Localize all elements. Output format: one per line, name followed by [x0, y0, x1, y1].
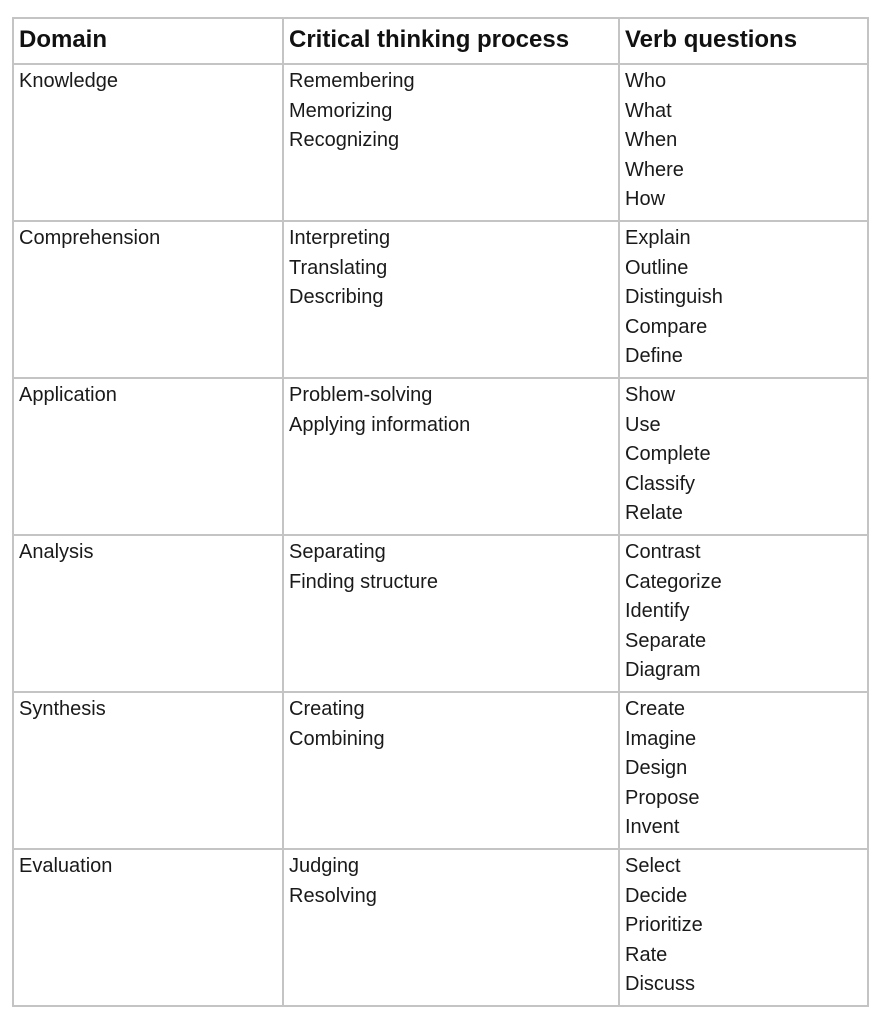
process-cell [283, 221, 619, 378]
verb-item: Rate [625, 943, 668, 966]
process-cell [283, 378, 619, 535]
domain-cell [13, 535, 283, 692]
domain-label: Analysis [19, 541, 94, 563]
verb-item: Create [625, 698, 686, 720]
verb-item: Contrast [625, 541, 701, 563]
domain-cell [13, 849, 283, 1006]
domain-label: Evaluation [19, 855, 113, 877]
process-item: Recognizing [289, 129, 400, 152]
table-row [13, 221, 868, 378]
verb-item: Where [625, 158, 684, 181]
verb-item: Who [625, 70, 667, 92]
verb-item: Select [625, 855, 681, 877]
process-item: Remembering [289, 70, 415, 92]
domain-cell [13, 378, 283, 535]
verb-cell [619, 378, 868, 535]
verb-item: What [625, 99, 672, 122]
verb-item: Show [625, 384, 676, 406]
verb-item: Design [625, 757, 688, 780]
verb-cell [619, 64, 868, 221]
domain-label: Synthesis [19, 698, 106, 720]
header-verb-questions: Verb questions [619, 18, 868, 64]
process-item: Translating [289, 256, 388, 279]
process-item: Judging [289, 855, 360, 877]
process-item: Resolving [289, 884, 377, 907]
process-cell [283, 849, 619, 1006]
header-row [13, 18, 868, 64]
verb-item: Imagine [625, 727, 697, 750]
verb-item: Relate [625, 502, 683, 525]
process-item: Interpreting [289, 227, 391, 249]
verb-item: Classify [625, 472, 696, 495]
table-row [13, 535, 868, 692]
verb-item: Complete [625, 443, 711, 466]
verb-item: Prioritize [625, 914, 703, 937]
verb-item: Categorize [625, 570, 722, 593]
table-row [13, 692, 868, 849]
process-item: Describing [289, 286, 384, 309]
process-item: Finding structure [289, 570, 438, 593]
verb-item: Use [625, 413, 661, 436]
process-item: Applying information [289, 413, 471, 436]
table-row [13, 849, 868, 1006]
verb-item: Propose [625, 786, 700, 809]
process-item: Problem-solving [289, 384, 433, 406]
verb-item: Invent [625, 816, 680, 839]
verb-cell [619, 535, 868, 692]
verb-item: Distinguish [625, 286, 723, 309]
verb-item: Explain [625, 227, 691, 249]
process-cell [283, 535, 619, 692]
verb-item: Identify [625, 600, 690, 623]
domain-label: Application [19, 384, 117, 406]
domain-cell [13, 64, 283, 221]
bloom-taxonomy-table [12, 17, 869, 1007]
verb-cell [619, 692, 868, 849]
verb-item: Decide [625, 884, 688, 907]
verb-item: Define [625, 345, 683, 368]
table-row [13, 378, 868, 535]
verb-item: Discuss [625, 973, 696, 996]
verb-cell [619, 849, 868, 1006]
domain-label: Comprehension [19, 227, 161, 249]
table-row [13, 64, 868, 221]
domain-cell [13, 692, 283, 849]
process-item: Creating [289, 698, 365, 720]
header-domain: Domain [13, 18, 283, 64]
verb-cell [619, 221, 868, 378]
verb-item: Compare [625, 315, 708, 338]
verb-item: When [625, 129, 678, 152]
verb-item: How [625, 188, 666, 211]
verb-item: Separate [625, 629, 707, 652]
process-item: Separating [289, 541, 386, 563]
process-cell [283, 692, 619, 849]
process-item: Combining [289, 727, 385, 750]
domain-cell [13, 221, 283, 378]
header-critical-thinking-process: Critical thinking process [283, 18, 619, 64]
verb-item: Diagram [625, 659, 701, 682]
process-item: Memorizing [289, 99, 393, 122]
domain-label: Knowledge [19, 70, 118, 92]
verb-item: Outline [625, 256, 689, 279]
process-cell [283, 64, 619, 221]
